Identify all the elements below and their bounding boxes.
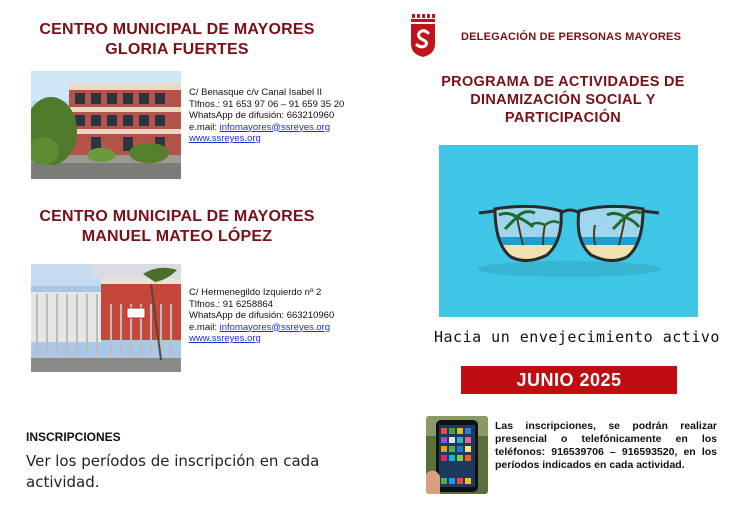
center2-photo (31, 264, 181, 372)
center1-title (22, 20, 332, 60)
center2-whatsapp: WhatsApp de difusión: 663210960 (189, 310, 335, 321)
center1-web-link[interactable]: www.ssreyes.org (189, 133, 261, 144)
center1-photo (31, 71, 181, 179)
center1-email-label: e.mail: (189, 121, 217, 133)
program-title-line2: DINAMIZACIÓN SOCIAL Y (470, 92, 656, 108)
center2-contact (189, 287, 359, 345)
smartphone-image (426, 416, 488, 494)
center1-title-line2: GLORIA FUERTES (105, 41, 249, 58)
ssreyes-crest-icon (409, 14, 437, 58)
center2-web-link[interactable]: www.ssreyes.org (189, 333, 261, 344)
center1-contact (189, 87, 359, 145)
month-banner: JUNIO 2025 (461, 366, 677, 394)
center1-phones: Tlfnos.: 91 653 97 06 – 91 659 35 20 (189, 98, 345, 110)
center1-title-line1: CENTRO MUNICIPAL DE MAYORES (39, 21, 315, 38)
delegacion-label: DELEGACIÓN DE PERSONAS MAYORES (461, 31, 682, 43)
center2-phones: Tlfnos.: 91 6258864 (189, 298, 273, 310)
center2-title-line2: MANUEL MATEO LÓPEZ (81, 228, 273, 245)
center2-title-line1: CENTRO MUNICIPAL DE MAYORES (39, 208, 315, 225)
center1-email-link[interactable]: infomayores@ssreyes.org (219, 121, 331, 133)
inscripciones-heading: INSCRIPCIONES (26, 430, 121, 444)
phone-inscription-note: Las inscripciones, se podrán realizar presencial o telefónicamente en los teléfonos: 916539706 – 916593520, en los períodos indicados en cada actividad. (495, 420, 717, 471)
center2-address: C/ Hermenegildo Izquierdo nº 2 (189, 287, 322, 298)
center2-email-label: e.mail: (189, 321, 217, 333)
center2-title (22, 207, 332, 247)
center2-email-row (189, 322, 359, 334)
center1-whatsapp: WhatsApp de difusión: 663210960 (189, 110, 335, 121)
center1-email-row (189, 122, 359, 134)
inscripciones-body: Ver los períodos de inscripción en cada actividad. (26, 452, 320, 491)
slogan: Hacia un envejecimiento activo (434, 328, 720, 346)
program-title-line1: PROGRAMA DE ACTIVIDADES DE (441, 74, 685, 90)
center1-address: C/ Benasque c/v Canal Isabel II (189, 87, 323, 98)
center2-email-link[interactable]: infomayores@ssreyes.org (219, 321, 331, 333)
program-title (410, 73, 716, 127)
program-title-line3: PARTICIPACIÓN (504, 110, 622, 126)
sunglasses-image (439, 145, 698, 317)
